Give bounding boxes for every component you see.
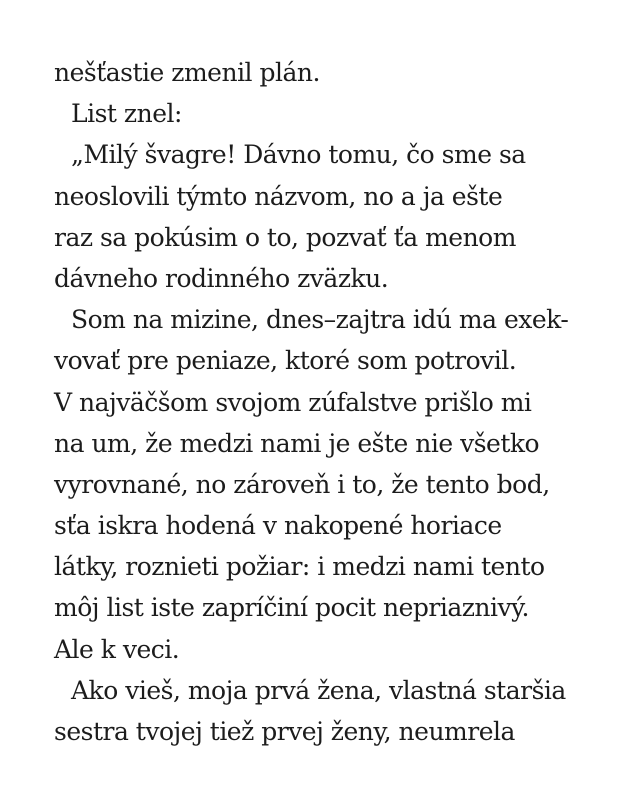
text-line: sestra tvojej tiež prvej ženy, neumrela [54, 717, 515, 746]
text-line: vyrovnané, no zároveň i to, že tento bod, [54, 469, 550, 499]
text-line: sťa iskra hodená v nakopené horiace [54, 511, 502, 541]
text-line: dávneho rodinného zväzku. [54, 263, 389, 293]
text-line: na um, že medzi nami je ešte nie všetko [54, 428, 540, 458]
text-line: „Milý švagre! Dávno tomu, čo sme sa [71, 140, 526, 170]
text-line: Ako vieš, moja prvá žena, vlastná staršia [71, 675, 566, 705]
text-line: raz sa pokúsim o to, pozvať ťa menom [54, 222, 516, 252]
book-text [54, 52, 614, 752]
text-line: môj list iste zapríčiní pocit nepriaznivý. [54, 593, 529, 623]
text-line: Som na mizine, dnes–zajtra idú ma exek- [71, 305, 569, 335]
text-line: Ale k veci. [54, 634, 180, 664]
text-line: V najväčšom svojom zúfalstve prišlo mi [54, 387, 532, 417]
text-line: nešťastie zmenil plán. [54, 58, 320, 87]
text-line: látky, roznieti požiar: i medzi nami tento [54, 552, 545, 582]
text-line: neoslovili týmto názvom, no a ja ešte [54, 181, 503, 211]
text-line: vovať pre peniaze, ktoré som potrovil. [54, 346, 517, 376]
text-line: List znel: [71, 99, 182, 129]
